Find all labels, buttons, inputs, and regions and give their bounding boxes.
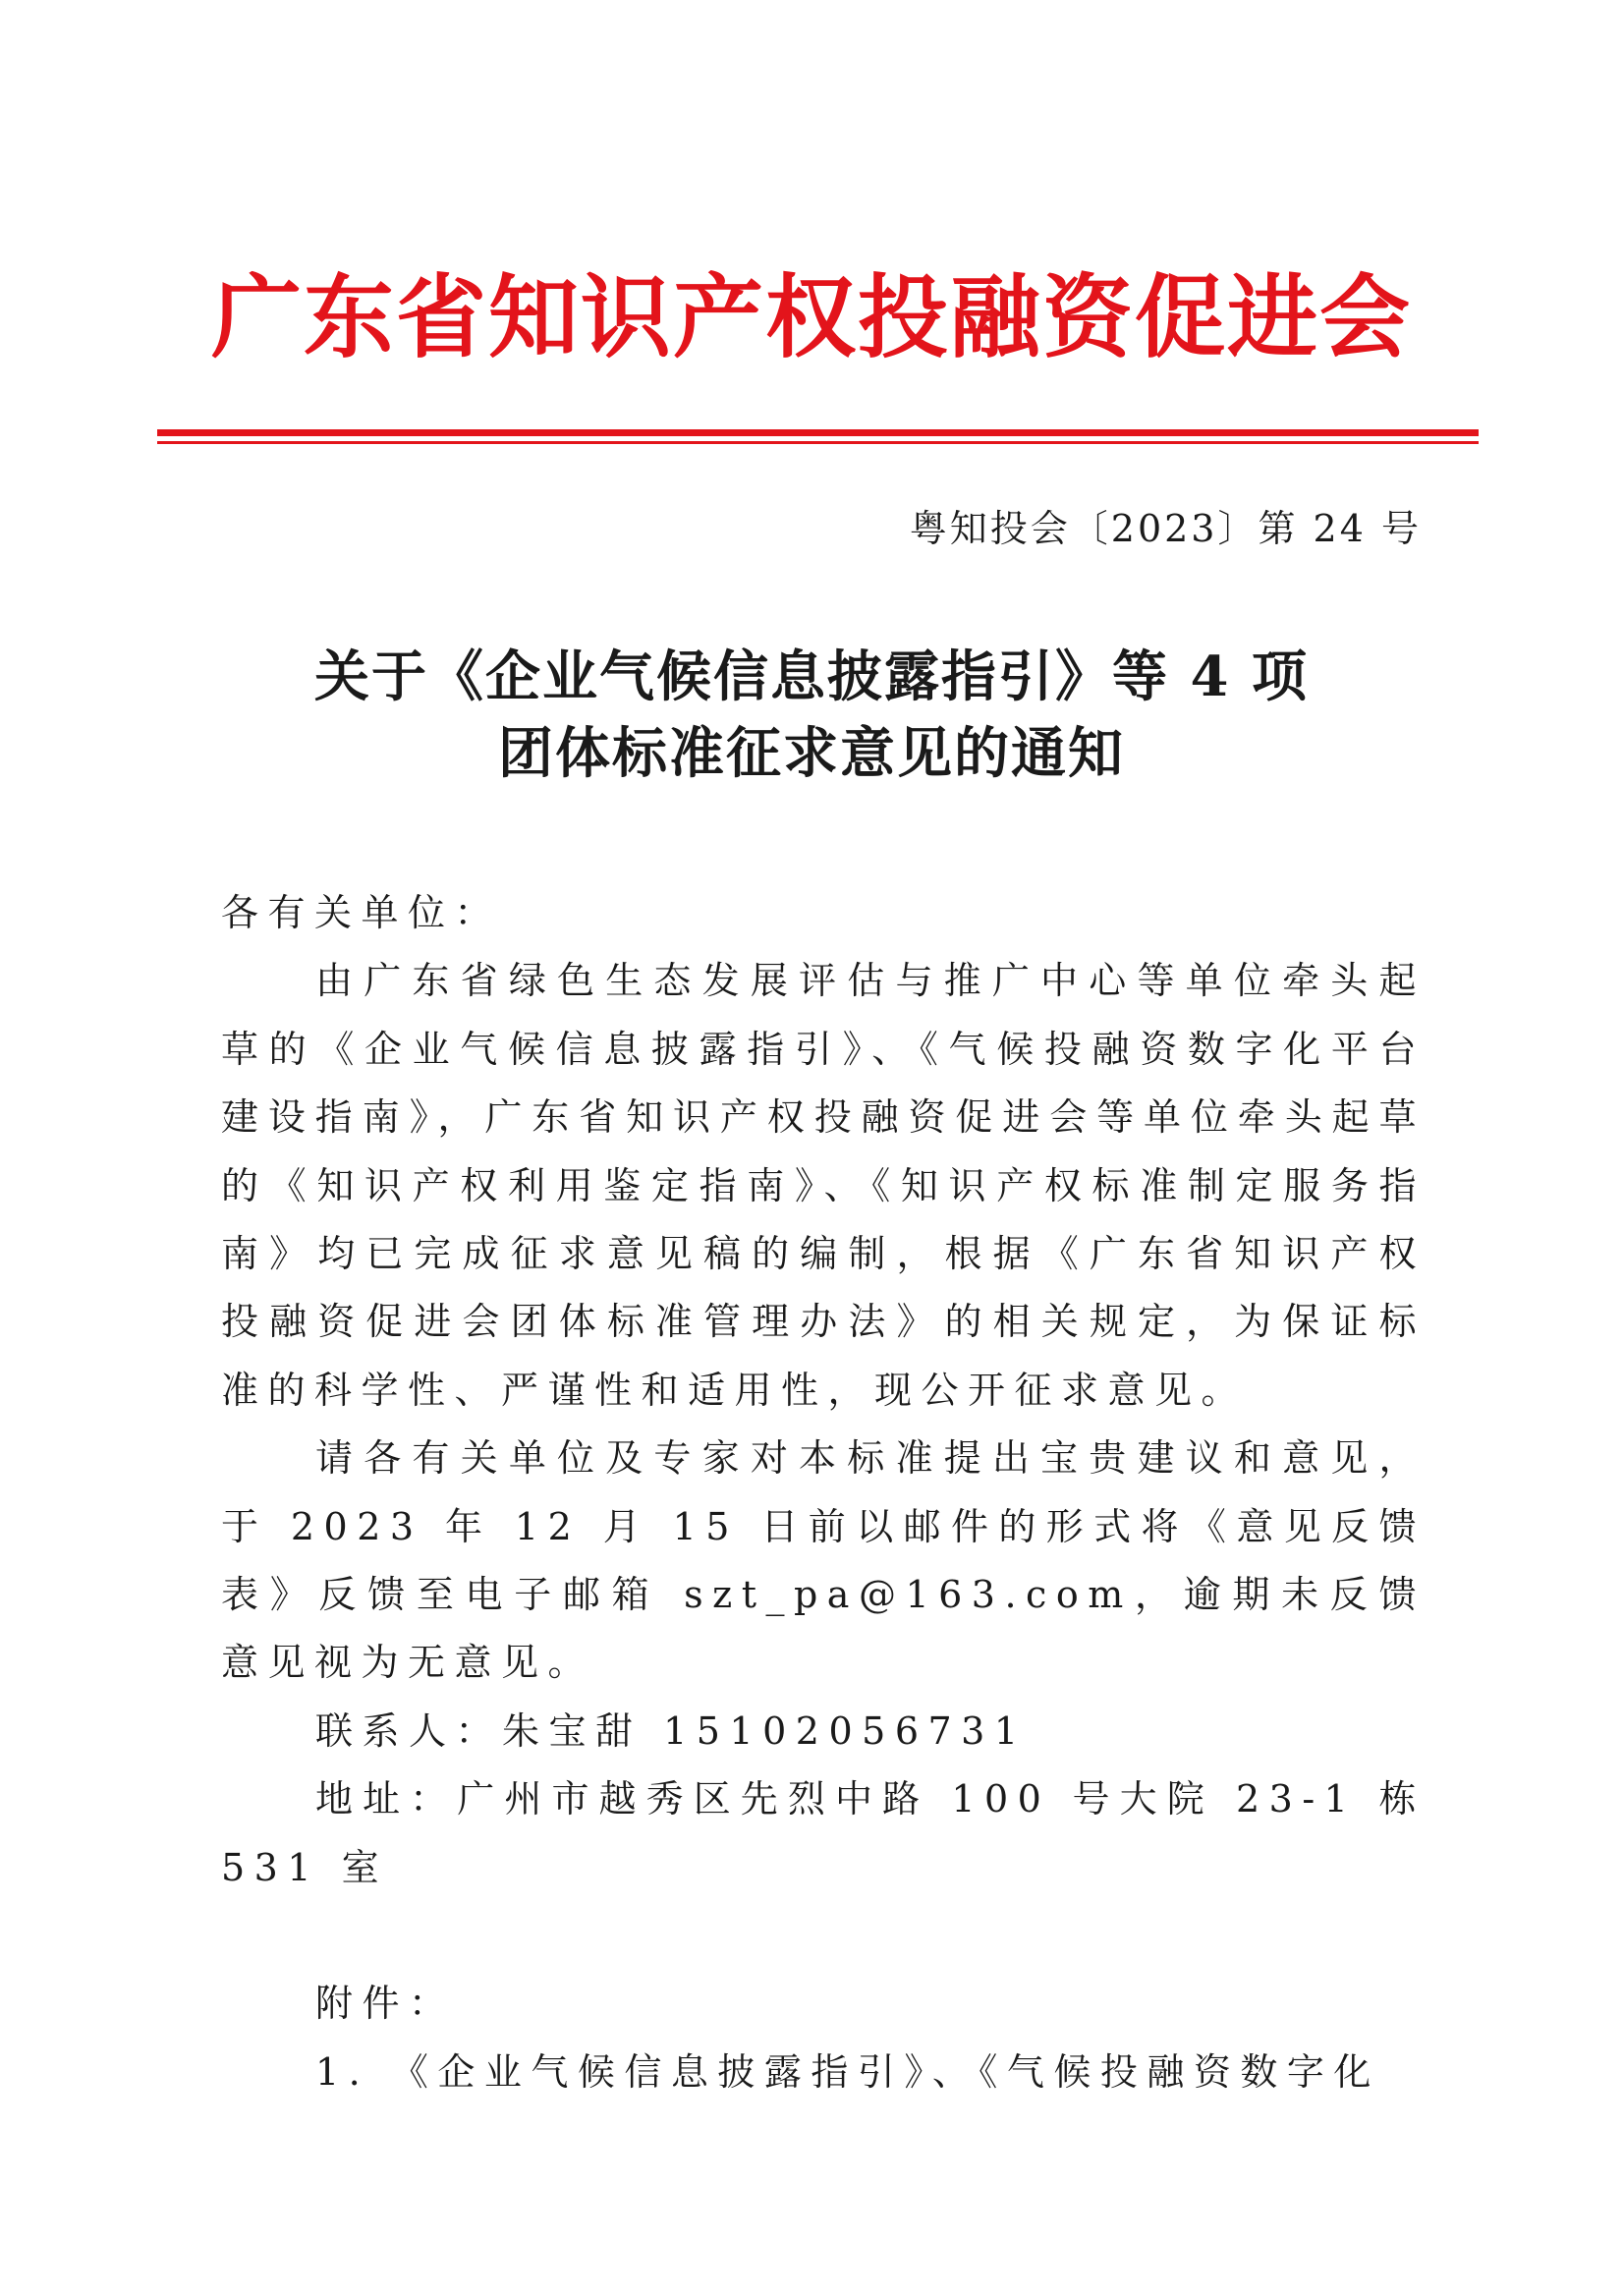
salutation: 各有关单位：	[221, 891, 502, 934]
blank-line	[221, 1902, 1426, 1970]
document-title-line-1: 关于《企业气候信息披露指引》等 4 项	[314, 644, 1309, 709]
address-line: 地址：广州市越秀区先烈中路 100 号大院 23-1 栋 531 室	[221, 1777, 1426, 1889]
paragraph-background: 由广东省绿色生态发展评估与推广中心等单位牵头起草的《企业气候信息披露指引》、《气候投融资数字化平台建设指南》，广东省知识产权投融资促进会等单位牵头起草的《知识产权利用鉴定指南》、《知识产权标准制定服务指南》均已完成征求意见稿的编制，根据《广东省知识产权投融资促进会团体标准管理办法》的相关规定，为保证标准的科学性、严谨性和适用性，现公开征求意见。	[221, 959, 1426, 1412]
document-title	[157, 639, 1466, 792]
attachments-label: 附件：	[315, 1982, 456, 2026]
document-number: 粤知投会〔2023〕第 24 号	[909, 507, 1422, 550]
paragraph-request: 请各有关单位及专家对本标准提出宝贵建议和意见，于 2023 年 12 月 15 日前以邮件的形式将《意见反馈表》反馈至电子邮箱 szt_pa@163.com，逾期未反馈意见视为无意见。	[221, 1436, 1426, 1685]
letterhead-org-name: 广东省知识产权投融资促进会	[210, 264, 1412, 370]
document-title-line-2: 团体标准征求意见的通知	[498, 721, 1125, 786]
letterhead-red-rule-thin	[157, 441, 1479, 444]
letterhead-red-rule-thick	[157, 429, 1479, 436]
document-body	[221, 879, 1426, 2106]
contact-line: 联系人：朱宝甜 15102056731	[315, 1708, 1028, 1753]
attachment-item-1: 1. 《企业气候信息披露指引》、《气候投融资数字化	[315, 2049, 1380, 2094]
